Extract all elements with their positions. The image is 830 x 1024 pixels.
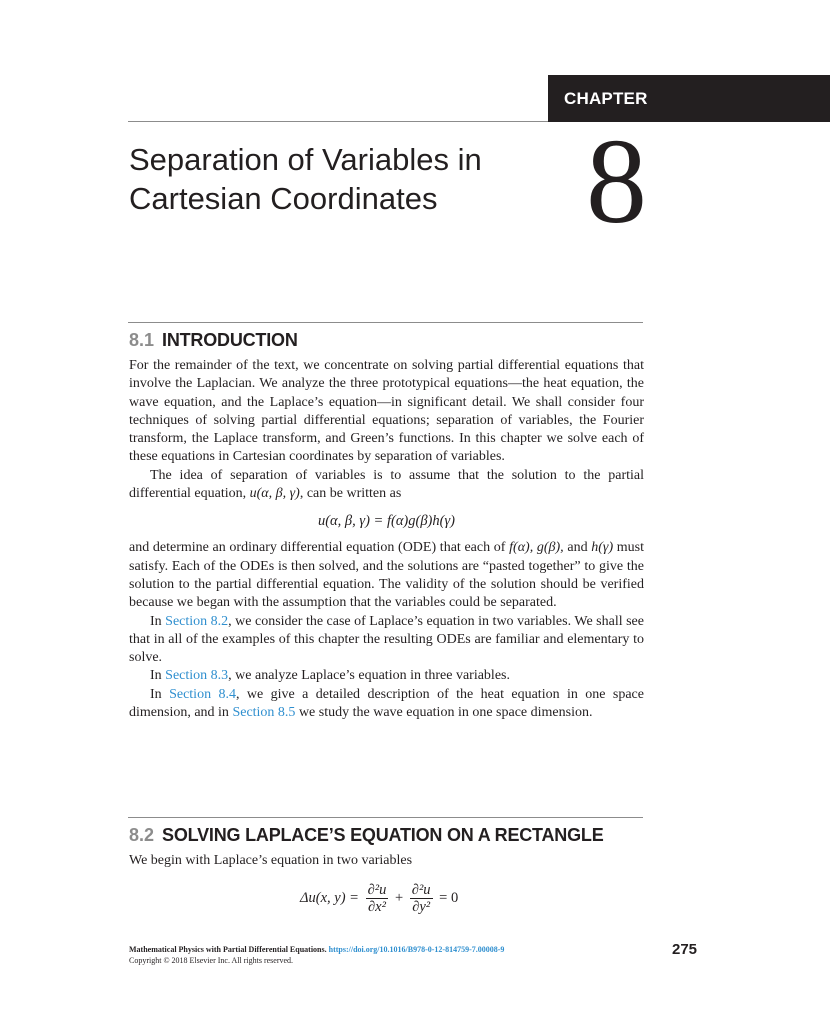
footer-doi-link[interactable]: https://doi.org/10.1016/B978-0-12-814759-7.00008-9 <box>328 945 505 954</box>
link-section-8-2[interactable]: Section 8.2 <box>165 613 229 629</box>
paragraph-section-8-2: In Section 8.2, we consider the case of Laplace’s equation in two variables. We shall see that in all of the examples of this chapter the resulting ODEs are familiar and elementary to solve. <box>129 613 644 666</box>
chapter-title-line2: Cartesian Coordinates <box>129 181 438 216</box>
chapter-label-band: CHAPTER <box>548 75 830 122</box>
paragraph-section-8-4: In Section 8.4, we give a detailed description of the heat equation in one space dimension, and in Section 8.5 we study the wave equation in one space dimension. <box>129 686 644 721</box>
chapter-title <box>129 140 549 218</box>
page-number: 275 <box>672 941 698 958</box>
section-title: SOLVING LAPLACE’S EQUATION ON A RECTANGLE <box>162 825 604 845</box>
section-heading-8-1 <box>129 329 298 351</box>
paragraph-ode: and determine an ordinary differential equation (ODE) that each of f(α), g(β), and h(γ) must satisfy. Each of the ODEs is then solved, and the solutions are “pasted together” to give the solution to the partial differential equation. The validity of the solution should be verified because we began with the assumption that the variables could be separated. <box>129 540 645 611</box>
paragraph-intro: For the remainder of the text, we concentrate on solving partial differential equations that involve the Laplacian. We analyze the three prototypical equations—the heat equation, the wave equation, and the Laplace’s equation—in significant detail. We shall consider four techniques of solving partial differential equations; separation of variables, the Fourier transform, the Laplace transform, and Green’s functions. In this chapter we solve each of these equations in Cartesian coordinates by separation of variables. <box>129 358 644 465</box>
link-section-8-3[interactable]: Section 8.3 <box>165 668 229 684</box>
paragraph-laplace-intro: We begin with Laplace’s equation in two variables <box>129 853 413 868</box>
section-rule-2 <box>128 817 643 818</box>
section-number: 8.2 <box>129 825 155 845</box>
paragraph-idea: The idea of separation of variables is to assume that the solution to the partial differential equation, u(α, β, γ), can be written as <box>129 467 644 502</box>
section-title: INTRODUCTION <box>162 330 298 350</box>
chapter-title-line1: Separation of Variables in <box>129 142 482 177</box>
section-8-2-body <box>129 852 644 870</box>
section-number: 8.1 <box>129 330 155 350</box>
page-footer <box>129 944 504 966</box>
link-section-8-4[interactable]: Section 8.4 <box>169 686 236 702</box>
equation-laplace: Δu(x, y) = $\frac{\text{∂²u}}{\text{∂x²}}$ + $\frac{\text{∂²u}}{\text{∂y²}}$ = 0 <box>300 882 459 915</box>
footer-copyright: Copyright © 2018 Elsevier Inc. All rights reserved. <box>129 956 294 965</box>
footer-book-title: Mathematical Physics with Partial Differential Equations. <box>129 945 327 954</box>
chapter-number: 8 <box>586 114 647 249</box>
equation-separation: u(α, β, γ) = f(α)g(β)h(γ) <box>317 513 456 530</box>
link-section-8-5[interactable]: Section 8.5 <box>232 705 296 721</box>
section-rule-1 <box>128 322 643 323</box>
paragraph-section-8-3: In Section 8.3, we analyze Laplace’s equation in three variables. <box>150 668 510 684</box>
chapter-rule <box>128 121 548 122</box>
section-8-1-body <box>129 357 644 722</box>
section-heading-8-2 <box>129 824 604 846</box>
